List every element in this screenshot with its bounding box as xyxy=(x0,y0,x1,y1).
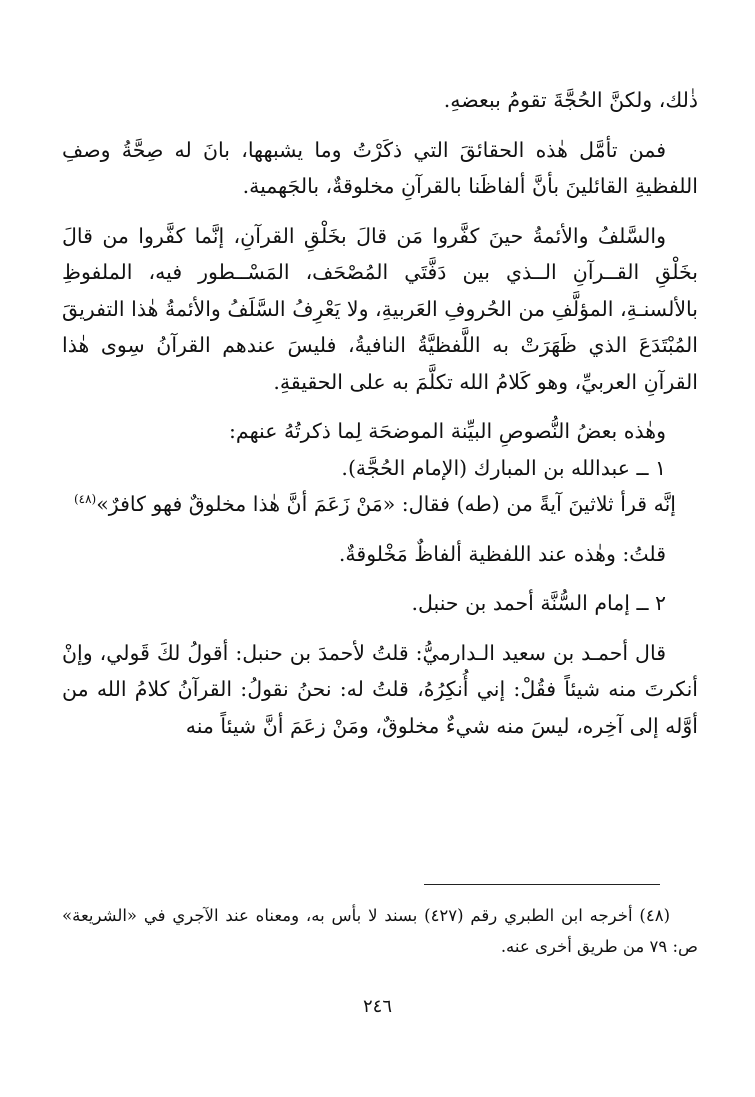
paragraph-4: وهٰذه بعضُ النُّصوصِ البيِّنة الموضحَة لِما ذكرتُهُ عنهم: xyxy=(229,419,666,443)
paragraph-3: والسَّلفُ والأئمةُ حينَ كفَّروا مَن قالَ بخَلْقِ القرآنِ، إنَّما كفَّروا من قالَ بخَلْقِ القــرآنِ الــذي بين دَفَّتَي المُصْحَف، المَسْــطور فيه، الملفوظِ بالألسنـةِ، المؤلَّفِ من الحُروفِ العَربيةِ، ولا يَعْرِفُ السَّلَفُ والأئمةُ هٰذا التفريقَ المُبْتَدَعَ الذي ظَهَرَتْ به اللَّفظيَّةُ النافيةُ، فليسَ عندهم القرآنُ سِوى هٰذا القرآنِ العربيِّ، وهو كَلامُ الله تكلَّمَ به على الحقيقةِ. xyxy=(62,223,698,394)
paragraph-6: قلتُ: وهٰذه عند اللفظية ألفاظٌ مَخْلوقةٌ. xyxy=(338,541,666,566)
paragraph-5-text: إنَّه قرأ ثلاثينَ آيةً من (طه) فقال: «مَنْ زَعَمَ أنَّ هٰذا مخلوقٌ فهو كافرٌ» xyxy=(96,492,676,516)
footnote-reference-48[interactable]: (٤٨) xyxy=(73,492,97,507)
page-body xyxy=(62,82,698,744)
page-number: ٢٤٦ xyxy=(362,996,392,1017)
paragraph-2: فمن تأمَّل هٰذه الحقائقَ التي ذكَرْتُ وما يشبهها، بانَ له صِحَّةُ وصفِ اللفظيةِ القائلينَ بأنَّ ألفاظَنا بالقرآنِ مخلوقةٌ، بالجَهمية. xyxy=(62,137,698,198)
footnotes xyxy=(62,900,698,962)
heading-ibn-al-mubarak: ١ ــ عبدالله بن المبارك (الإمام الحُجَّة). xyxy=(341,455,666,480)
heading-ahmad-ibn-hanbal: ٢ ــ إمام السُّنَّة أحمد بن حنبل. xyxy=(411,591,666,615)
footnote-divider xyxy=(424,884,660,885)
paragraph-7: قال أحمـد بن سعيد الـدارميُّ: قلتُ لأحمدَ بن حنبل: أقولُ لكَ قَولي، وإنْ أنكرتَ منه شيئاً فقُلْ: إني أُنكِرُهُ، قلتُ له: نحنُ نقولُ: القرآنُ كلامُ الله من أوَّله إلى آخِره، ليسَ منه شيءٌ مخلوقٌ، ومَنْ زعَمَ أنَّ شيئاً منه xyxy=(62,640,698,738)
footnote-48: (٤٨) أخرجه ابن الطبري رقم (٤٢٧) بسند لا بأس به، ومعناه عند الآجري في «الشريعة» ص: ٧٩ من طريق أخرى عنه. xyxy=(62,906,698,956)
paragraph-1: ذٰلك، ولكنَّ الحُجَّةَ تقومُ ببعضهِ. xyxy=(443,88,698,112)
paragraph-5 xyxy=(62,486,698,523)
